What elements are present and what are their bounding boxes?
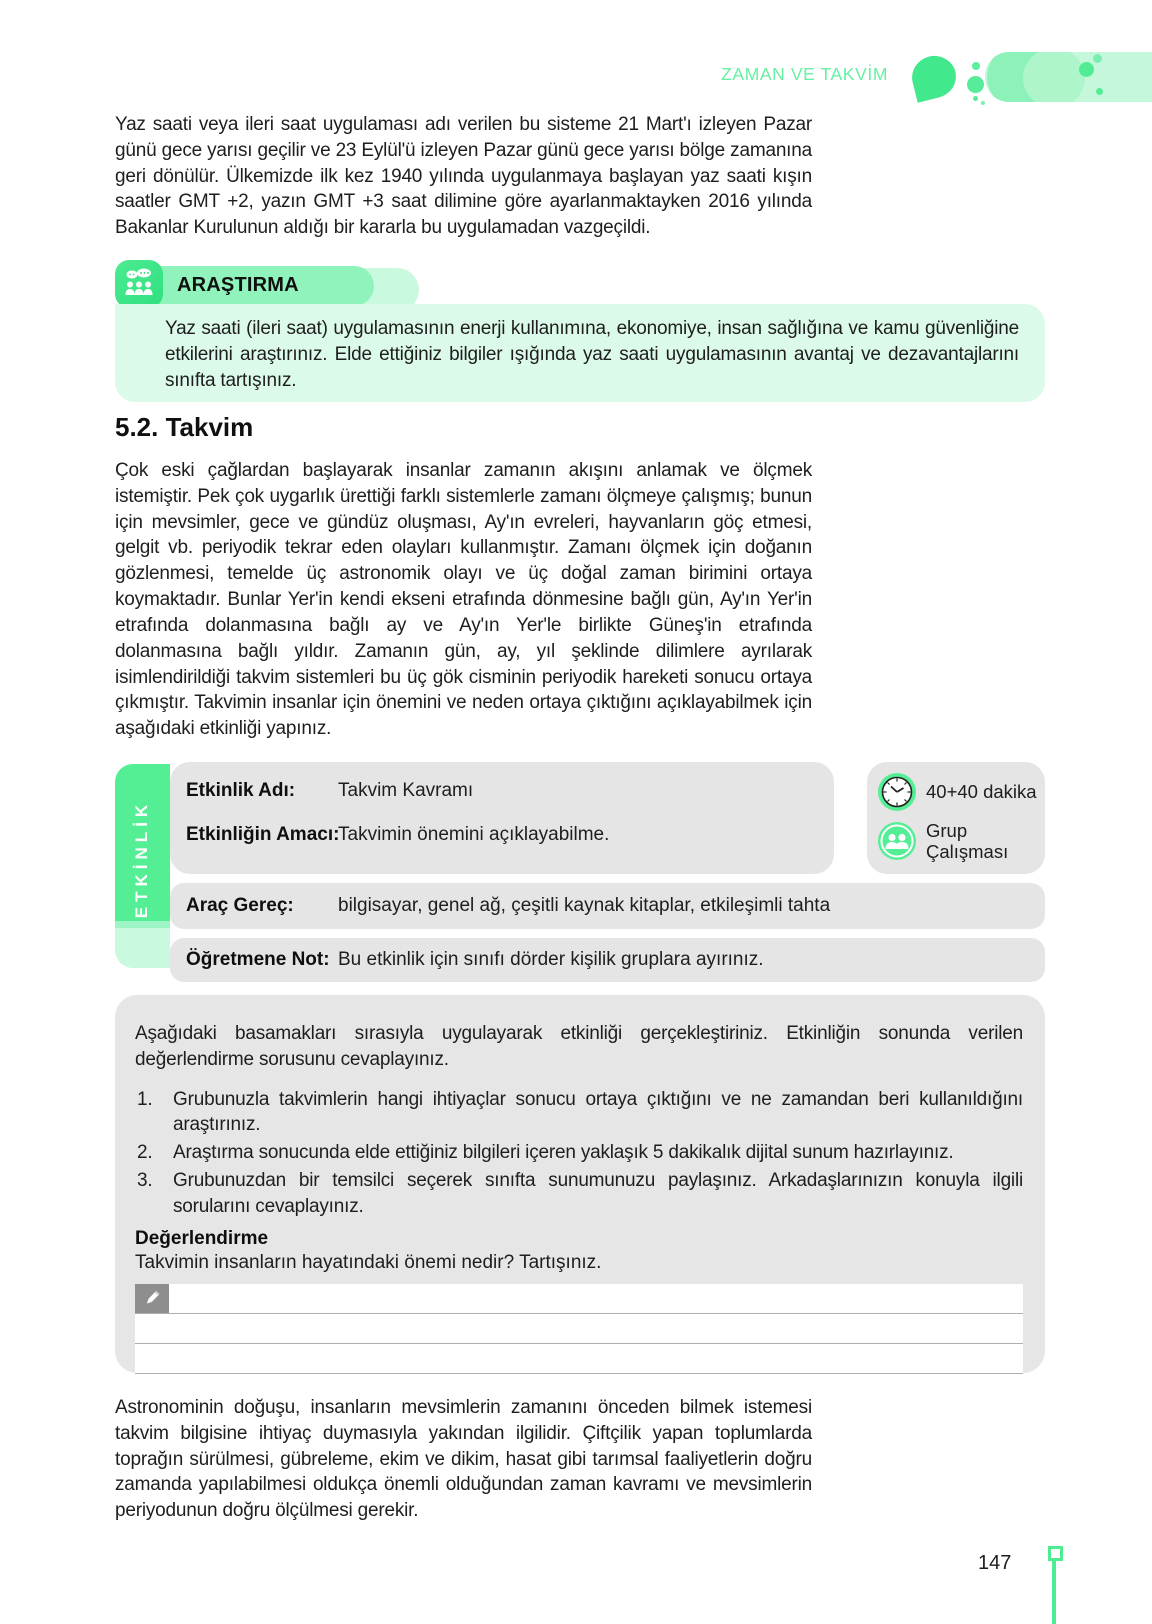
duration-value: 40+40 dakika — [926, 781, 1037, 803]
activity-steps-box — [115, 995, 1045, 1373]
chapter-title: ZAMAN VE TAKVİM — [721, 64, 888, 84]
group-icon — [877, 821, 917, 861]
band-decoration — [985, 52, 1152, 102]
dot-decoration — [967, 76, 984, 93]
tools-value: bilgisayar, genel ağ, çeşitli kaynak kitaplar, etkileşimli tahta — [338, 895, 831, 916]
activity-purpose-label: Etkinliğin Amacı: — [186, 824, 340, 845]
band-circle — [1096, 88, 1103, 95]
research-title: ARAŞTIRMA — [177, 274, 299, 296]
dot-decoration — [981, 101, 985, 105]
activity-purpose-value: Takvimin önemini açıklayabilme. — [338, 824, 610, 845]
page-number: 147 — [978, 1552, 1012, 1574]
answer-line[interactable] — [135, 1314, 1023, 1344]
tools-label: Araç Gereç: — [186, 895, 294, 916]
clock-icon — [877, 772, 917, 812]
answer-line[interactable] — [135, 1284, 1023, 1314]
footer-square-decoration — [1048, 1546, 1063, 1561]
activity-block — [115, 762, 1045, 982]
answer-write-area — [135, 1284, 1023, 1374]
band-circle — [1079, 62, 1094, 77]
activity-name-value: Takvim Kavramı — [338, 780, 474, 801]
evaluation-heading: Değerlendirme — [135, 1227, 269, 1249]
step-item: Grubunuzla takvimlerin hangi ihtiyaçlar sonucu ortaya çıktığını ve ne zamandan beri kullanıldığını araştırınız. — [173, 1088, 1023, 1136]
blob-decoration — [908, 51, 961, 102]
teacher-note-value: Bu etkinlik için sınıfı dörder kişilik gruplara ayırınız. — [338, 949, 764, 970]
intro-paragraph: Yaz saati veya ileri saat uygulaması adı verilen bu sisteme 21 Mart'ı izleyen Pazar günü gece yarısı geçilir ve 23 Eylül'ü izleyen Pazar günü gece yarısı bölge zamanına geri dönülür. Ülkemizde ilk kez 1940 yılında uygulanmaya başlayan yaz saati kışın saatler GMT +2, yazın GMT +3 saat dilimine göre ayarlanmaktayken 2016 yılında Bakanlar Kurulunun aldığı bir kararla bu uygulamadan vazgeçildi. — [115, 114, 812, 239]
activity-tab-label: ETKİNLİK — [132, 799, 152, 919]
research-icon — [115, 260, 163, 308]
band-circle — [1023, 52, 1085, 102]
section-paragraph: Çok eski çağlardan başlayarak insanlar zamanın akışını anlamak ve ölçmek istemiştir. Pek çok uygarlık ürettiği farklı sistemlerle zamanı ölçmeye çalışmış; bunun için mevsimler, gece ve gündüz oluşması, Ay'ın evreleri, hayvanların göç etmesi, gelgit vb. periyodik tekrar eden olayları kullanmıştır. Zamanı ölçmek için doğanın gözlenmesi, temelde üç astronomik olayı ve üç doğal zaman birimini ortaya koymaktadır. Bunlar Yer'in kendi ekseni etrafında dönmesine bağlı gün, Ay'ın Yer'in etrafında dolanmasına bağlı ay ve Ay'ın Yer'le birlikte Güneş'in etrafında dolanmasına bağlı yıldır. Zamanın gün, ay, yıl şeklinde dilimlere ayrılarak isimlendirildiği takvim sistemleri bu üç gök cisminin periyodik hareketi sonucu ortaya çıkmıştır. Takvimin insanlar için önemini ve neden ortaya çıktığını açıklayabilmek için aşağıdaki etkinliği yapınız. — [115, 460, 812, 740]
band-circle — [1093, 54, 1102, 63]
dot-decoration — [973, 96, 978, 101]
group-row — [877, 820, 1037, 863]
activity-note-box — [170, 938, 1045, 982]
dot-decoration — [972, 62, 980, 70]
research-body-box — [115, 304, 1045, 402]
steps-intro: Aşağıdaki basamakları sırasıyla uygulayarak etkinliği gerçekleştiriniz. Etkinliğin sonunda verilen değerlendirme sorusunu cevaplayınız. — [135, 1023, 1023, 1070]
teacher-note-label: Öğretmene Not: — [186, 949, 330, 970]
activity-name-box — [170, 762, 834, 874]
group-mode-value: Grup Çalışması — [926, 820, 1009, 863]
research-body-text: Yaz saati (ileri saat) uygulamasının enerji kullanımına, ekonomiye, insan sağlığına ve kamu güvenliğine etkilerini araştırınız. Elde ettiğiniz bilgiler ışığında yaz saati uygulamasının avantaj ve dezavantajlarını sınıfta tartışınız. — [165, 318, 1019, 391]
step-item: Araştırma sonucunda elde ettiğiniz bilgileri içeren yaklaşık 5 dakikalık dijital sunum hazırlayınız. — [173, 1142, 954, 1164]
page-header — [0, 40, 1152, 110]
closing-paragraph: Astronominin doğuşu, insanların mevsimlerin zamanını önceden bilmek istemesi takvim bilgisine ihtiyaç duymasıyla yakından ilgilidir. Çiftçilik yapan toplumlarda toprağın sürülmesi, gübreleme, ekim ve dikim, hasat gibi tarımsal faaliyetlerin doğru zamanda yapılabilmesi oldukça önemli olduğundan zaman kavramı ve mevsimlerin periyodunun doğru ölçülmesi gerekir. — [115, 1397, 812, 1522]
activity-info-box — [867, 762, 1045, 874]
footer-line-decoration — [1052, 1560, 1056, 1624]
activity-tools-box — [170, 883, 1045, 929]
steps-list — [135, 1087, 1023, 1220]
pencil-icon — [135, 1284, 169, 1313]
step-item: Grubunuzdan bir temsilci seçerek sınıfta sunumunuzu paylaşınız. Arkadaşlarınızın konuyla ilgili sorularını cevaplayınız. — [173, 1170, 1023, 1217]
section-heading: 5.2. Takvim — [115, 412, 254, 442]
activity-name-label: Etkinlik Adı: — [186, 780, 296, 801]
answer-line[interactable] — [135, 1344, 1023, 1374]
evaluation-question: Takvimin insanların hayatındaki önemi nedir? Tartışınız. — [135, 1251, 602, 1273]
duration-row — [877, 772, 1037, 812]
activity-tab — [115, 764, 170, 954]
